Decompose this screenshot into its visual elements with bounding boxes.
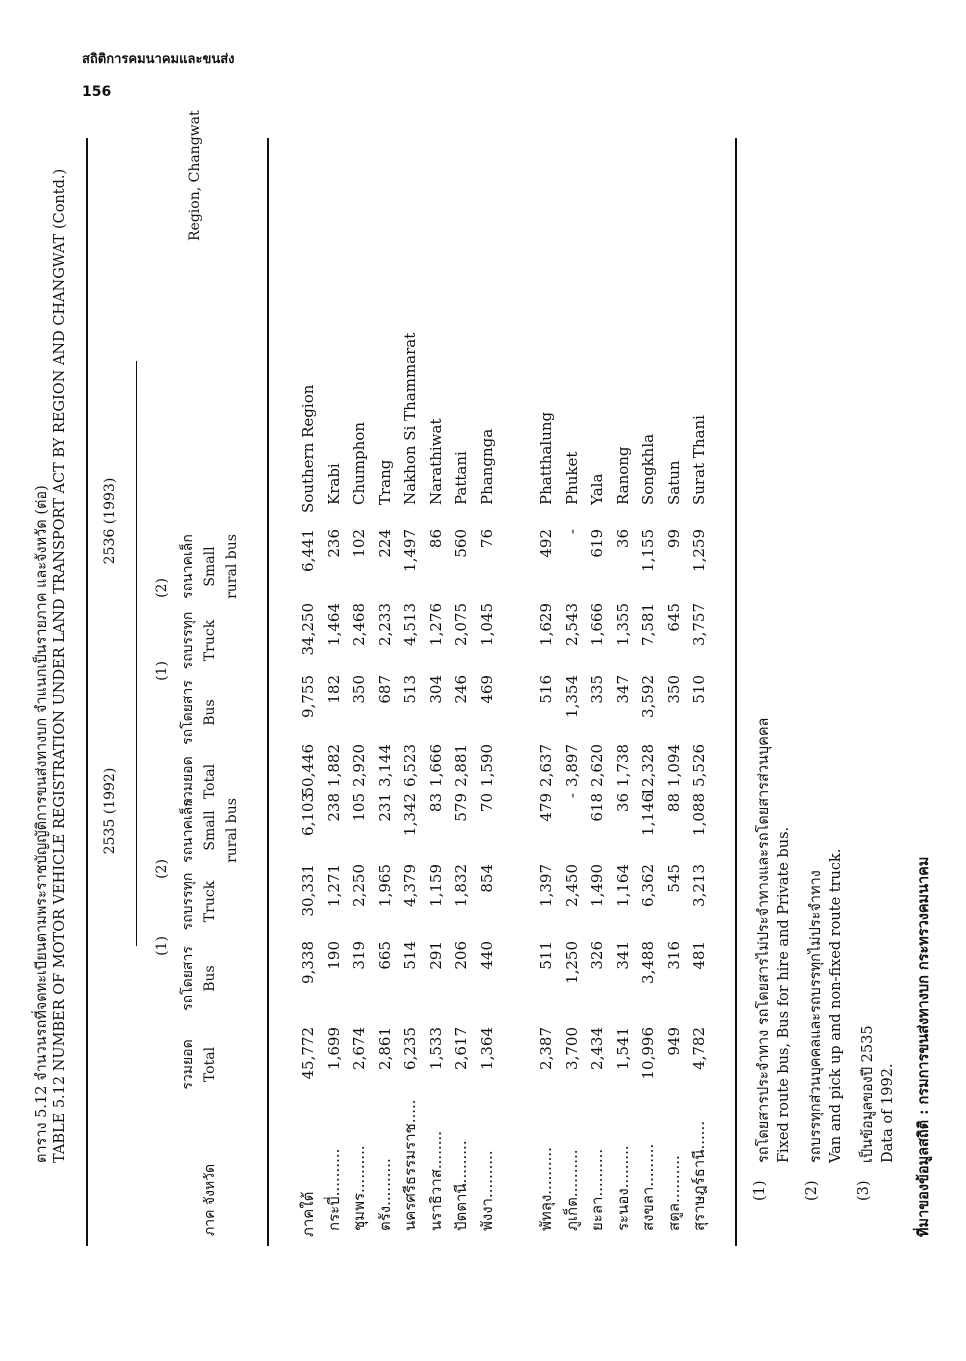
table-cell-value: 102	[350, 529, 368, 558]
column-header-english: Truck	[202, 619, 218, 662]
table-cell-value: 514	[401, 941, 419, 970]
table-cell-value: 1,271	[324, 864, 343, 907]
region-name-english: Chumphon	[350, 422, 368, 505]
column-header-thai: รถบรรทุก	[180, 611, 196, 670]
region-name-english: Nakhon Si Thammarat	[401, 332, 419, 505]
region-name-thai: พัทลุง..........	[537, 1147, 555, 1231]
table-cell-value: 1,276	[426, 603, 445, 646]
table-cell-value: 2,543	[562, 603, 581, 646]
table-cell-value: 1,354	[562, 675, 581, 718]
column-header-thai: รถนาคเล็ก	[180, 534, 196, 599]
table-cell-value: 619	[588, 529, 606, 558]
region-name-english: Phatthalung	[537, 411, 555, 505]
table-cell-value: 4,782	[690, 1027, 708, 1070]
table-cell-value: 2,233	[375, 603, 394, 646]
table-cell-value: 2,387	[537, 1027, 555, 1070]
region-name-english: Phuket	[562, 451, 581, 505]
region-name-english: Southern Region	[299, 384, 317, 513]
table-row	[534, 0, 559, 1361]
table-cell-value: 3,488	[639, 941, 657, 984]
table-row	[560, 0, 585, 1361]
table-cell-value: 469	[477, 675, 496, 704]
table-cell-value: 1,342	[401, 793, 419, 836]
table-caption-thai: ตาราง 5.12 จำนวนรถที่จดทะเบียนตามพระราชบัญญัติการขนส่งทางบก จำแนกเป็นรายภาค และจังหวัด (ต่อ)	[34, 485, 50, 1163]
table-cell-value: 206	[452, 941, 470, 970]
region-name-thai: ระนอง.........	[613, 1145, 632, 1231]
column-header-thai: รวมยอด	[180, 1039, 196, 1090]
table-cell-value: 2,881	[452, 744, 470, 787]
footnote-text-english: Fixed route bus, Bus for hire and Private bus.	[776, 826, 792, 1163]
table-cell-value: 326	[588, 941, 606, 970]
year-1993-header: 2536 (1993)	[102, 477, 118, 565]
column-header-thai: รวมยอด	[180, 756, 196, 807]
footnote-text-thai: รถบรรทุกส่วนบุคคลและรถบรรทุกไม่ประจำทาง	[808, 870, 824, 1163]
table-cell-value: 1,094	[664, 744, 683, 787]
table-cell-value: 3,144	[375, 744, 394, 787]
table-cell-value: 9,338	[299, 941, 317, 984]
table-cell-value: 1,497	[401, 529, 419, 572]
column-header-english: Small	[202, 810, 218, 851]
table-cell-value: 70	[477, 793, 496, 813]
footnote-mark: (3)	[856, 1180, 872, 1201]
table-cell-value: 949	[664, 1027, 683, 1056]
table-cell-value: 481	[690, 941, 708, 970]
table-cell-value: 1,250	[562, 941, 581, 984]
region-name-thai: สตูล..........	[664, 1155, 683, 1231]
region-name-english: Trang	[375, 459, 394, 505]
region-name-thai: ชุมพร..........	[350, 1145, 368, 1231]
column-header-english-line2: rural bus	[224, 798, 240, 863]
table-cell-value: 316	[664, 941, 683, 970]
table-cell-value: 665	[375, 941, 394, 970]
table-cell-value: 1,259	[690, 529, 708, 572]
table-row	[662, 0, 687, 1361]
table-cell-value: 6,103	[299, 793, 317, 836]
table-cell-value: 3,592	[639, 675, 657, 718]
table-cell-value: 1,146	[639, 793, 657, 836]
table-cell-value: 511	[537, 941, 555, 970]
table-cell-value: 479	[537, 793, 555, 822]
column-header-thai: รถโดยสาร	[180, 680, 196, 745]
table-cell-value: -	[562, 793, 581, 799]
table-cell-value: 1,541	[613, 1027, 632, 1070]
table-cell-value: 6,441	[299, 529, 317, 572]
region-header-english: Region, Changwat	[187, 110, 203, 241]
table-row	[322, 0, 347, 1361]
table-cell-value: 2,250	[350, 864, 368, 907]
column-header-english: Bus	[202, 699, 218, 726]
table-cell-value: 1,666	[426, 744, 445, 787]
table-cell-value: 2,620	[588, 744, 606, 787]
column-note-mark: (1)	[154, 661, 170, 681]
column-header-english-line2: rural bus	[224, 534, 240, 599]
column-header-thai: รถนาคเล็ก	[180, 798, 196, 863]
column-header-english: Total	[202, 763, 218, 800]
table-cell-value: 1,533	[426, 1027, 445, 1070]
table-cell-value: 1,832	[452, 864, 470, 907]
table-cell-value: 1,490	[588, 864, 606, 907]
region-name-english: Surat Thani	[690, 415, 708, 505]
column-header-english: Truck	[202, 880, 218, 923]
region-name-thai: พังงา..........	[477, 1150, 496, 1231]
table-row	[347, 0, 372, 1361]
table-cell-value: 1,164	[613, 864, 632, 907]
column-header-thai: รถโดยสาร	[180, 946, 196, 1011]
table-row	[296, 0, 321, 1361]
table-cell-value: 1,397	[537, 864, 555, 907]
column-header-thai: รถบรรทุก	[180, 872, 196, 931]
table-cell-value: 99	[664, 529, 683, 549]
table-cell-value: 291	[426, 941, 445, 970]
region-name-english: Ranong	[613, 446, 632, 505]
table-cell-value: 687	[375, 675, 394, 704]
table-top-rule	[86, 138, 88, 1246]
table-cell-value: 88	[664, 793, 683, 813]
table-cell-value: 560	[452, 529, 470, 558]
table-row	[475, 0, 500, 1361]
table-cell-value: 10,996	[639, 1027, 657, 1080]
region-name-thai: ภูเก็ต..........	[562, 1149, 581, 1231]
table-cell-value: 1,629	[537, 603, 555, 646]
table-cell-value: 2,075	[452, 603, 470, 646]
table-cell-value: 2,617	[452, 1027, 470, 1070]
table-cell-value: 6,235	[401, 1027, 419, 1070]
table-cell-value: 6,523	[401, 744, 419, 787]
table-cell-value: 83	[426, 793, 445, 813]
footnote-text-thai: เป็นข้อมูลของปี 2535	[860, 1025, 876, 1163]
year-1993-rule	[136, 361, 137, 761]
table-cell-value: 545	[664, 864, 683, 893]
table-cell-value: 4,379	[401, 864, 419, 907]
table-cell-value: 86	[426, 529, 445, 549]
table-cell-value: 335	[588, 675, 606, 704]
table-cell-value: 1,159	[426, 864, 445, 907]
column-note-mark: (2)	[154, 578, 170, 598]
table-cell-value: 190	[324, 941, 343, 970]
table-cell-value: 7,581	[639, 603, 657, 646]
table-cell-value: 618	[588, 793, 606, 822]
table-cell-value: 45,772	[299, 1027, 317, 1080]
page-number: 156	[82, 84, 112, 100]
table-cell-value: 3,897	[562, 744, 581, 787]
table-row	[687, 0, 712, 1361]
column-header-english: Bus	[202, 965, 218, 992]
year-1992-header: 2535 (1992)	[102, 767, 118, 855]
table-cell-value: 236	[324, 529, 343, 558]
footnote-text-english: Data of 1992.	[880, 1063, 896, 1163]
table-cell-value: 1,464	[324, 603, 343, 646]
table-cell-value: 3,213	[690, 864, 708, 907]
table-cell-value: 2,434	[588, 1027, 606, 1070]
table-cell-value: 645	[664, 603, 683, 632]
table-row	[611, 0, 636, 1361]
region-name-english: Pattani	[452, 451, 470, 505]
table-cell-value: 3,757	[690, 603, 708, 646]
region-header-thai: ภาค จังหวัด	[202, 1163, 218, 1236]
table-bottom-rule	[735, 138, 737, 1246]
region-name-thai: นราธิวาส........	[426, 1130, 445, 1231]
region-name-thai: สุราษฎร์ธานี......	[690, 1120, 708, 1231]
region-name-english: Phangnga	[477, 428, 496, 505]
table-cell-value: 1,965	[375, 864, 394, 907]
table-cell-value: 34,250	[299, 603, 317, 656]
table-row	[449, 0, 474, 1361]
table-cell-value: 238	[324, 793, 343, 822]
table-cell-value: 6,362	[639, 864, 657, 907]
table-cell-value: 105	[350, 793, 368, 822]
table-cell-value: 36	[613, 793, 632, 813]
table-row	[398, 0, 423, 1361]
table-cell-value: 9,755	[299, 675, 317, 718]
table-cell-value: 516	[537, 675, 555, 704]
table-cell-value: 76	[477, 529, 496, 549]
table-cell-value: 50,446	[299, 744, 317, 797]
region-name-thai: ตรัง..........	[375, 1158, 394, 1231]
footnote-mark: (2)	[804, 1180, 820, 1201]
table-cell-value: 1,155	[639, 529, 657, 572]
table-cell-value: 224	[375, 529, 394, 558]
table-cell-value: 1,699	[324, 1027, 343, 1070]
table-cell-value: 4,513	[401, 603, 419, 646]
table-cell-value: 1,088	[690, 793, 708, 836]
table-cell-value: 304	[426, 675, 445, 704]
table-row	[424, 0, 449, 1361]
table-cell-value: 1,738	[613, 744, 632, 787]
table-row	[373, 0, 398, 1361]
column-header-english: Total	[202, 1046, 218, 1083]
table-cell-value: 2,674	[350, 1027, 368, 1070]
table-cell-value: 2,450	[562, 864, 581, 907]
header-bottom-rule	[267, 138, 269, 1246]
table-cell-value: 1,355	[613, 603, 632, 646]
table-cell-value: 1,882	[324, 744, 343, 787]
footnote-text-english: Van and pick up and non-fixed route truck.	[828, 848, 844, 1163]
region-name-thai: ยะลา..........	[588, 1148, 606, 1231]
table-cell-value: 350	[664, 675, 683, 704]
table-cell-value: -	[562, 529, 581, 535]
table-cell-value: 350	[350, 675, 368, 704]
region-name-thai: ภาคใต้	[299, 1191, 317, 1237]
table-cell-value: 1,666	[588, 603, 606, 646]
table-cell-value: 2,861	[375, 1027, 394, 1070]
column-note-mark: (1)	[154, 936, 170, 956]
region-name-thai: กระบี่..........	[324, 1148, 343, 1231]
table-cell-value: 510	[690, 675, 708, 704]
footnote-mark: (1)	[752, 1180, 768, 1201]
table-cell-value: 319	[350, 941, 368, 970]
region-name-english: Satun	[664, 460, 683, 505]
table-caption-english: TABLE 5.12 NUMBER OF MOTOR VEHICLE REGISTRATION UNDER LAND TRANSPORT ACT BY REGION AND CHANGWAT (Contd.)	[52, 168, 68, 1163]
table-cell-value: 1,045	[477, 603, 496, 646]
region-name-english: Narathiwat	[426, 418, 445, 505]
region-name-english: Songkhla	[639, 433, 657, 505]
table-cell-value: 5,526	[690, 744, 708, 787]
table-cell-value: 1,364	[477, 1027, 496, 1070]
table-cell-value: 513	[401, 675, 419, 704]
table-cell-value: 347	[613, 675, 632, 704]
table-cell-value: 440	[477, 941, 496, 970]
table-cell-value: 182	[324, 675, 343, 704]
source-note: ที่มาของข้อมูลสถิติ : กรมการขนส่งทางบก กระทรวงคมนาคม	[915, 856, 932, 1237]
table-cell-value: 1,590	[477, 744, 496, 787]
running-title: สถิติการคมนาคมและขนส่ง	[82, 52, 235, 67]
table-cell-value: 854	[477, 864, 496, 893]
column-note-mark: (2)	[154, 859, 170, 879]
table-cell-value: 341	[613, 941, 632, 970]
table-row	[636, 0, 661, 1361]
table-cell-value: 246	[452, 675, 470, 704]
region-name-thai: ปัตตานี.........	[452, 1140, 470, 1231]
table-cell-value: 30,331	[299, 864, 317, 917]
table-cell-value: 2,468	[350, 603, 368, 646]
table-cell-value: 579	[452, 793, 470, 822]
table-cell-value: 3,700	[562, 1027, 581, 1070]
table-row	[585, 0, 610, 1361]
region-name-thai: สงขลา.........	[639, 1143, 657, 1231]
table-cell-value: 2,920	[350, 744, 368, 787]
region-name-english: Yala	[588, 473, 606, 505]
footnote-text-thai: รถโดยสารประจำทาง รถโดยสารไม่ประจำทางและรถโดยสารส่วนบุคคล	[756, 717, 772, 1163]
region-name-thai: นครศรีธรรมราช.....	[401, 1099, 419, 1231]
column-header-english: Small	[202, 546, 218, 587]
table-cell-value: 12,328	[639, 744, 657, 797]
region-name-english: Krabi	[324, 463, 343, 505]
table-cell-value: 2,637	[537, 744, 555, 787]
table-cell-value: 231	[375, 793, 394, 822]
table-cell-value: 492	[537, 529, 555, 558]
table-cell-value: 36	[613, 529, 632, 549]
